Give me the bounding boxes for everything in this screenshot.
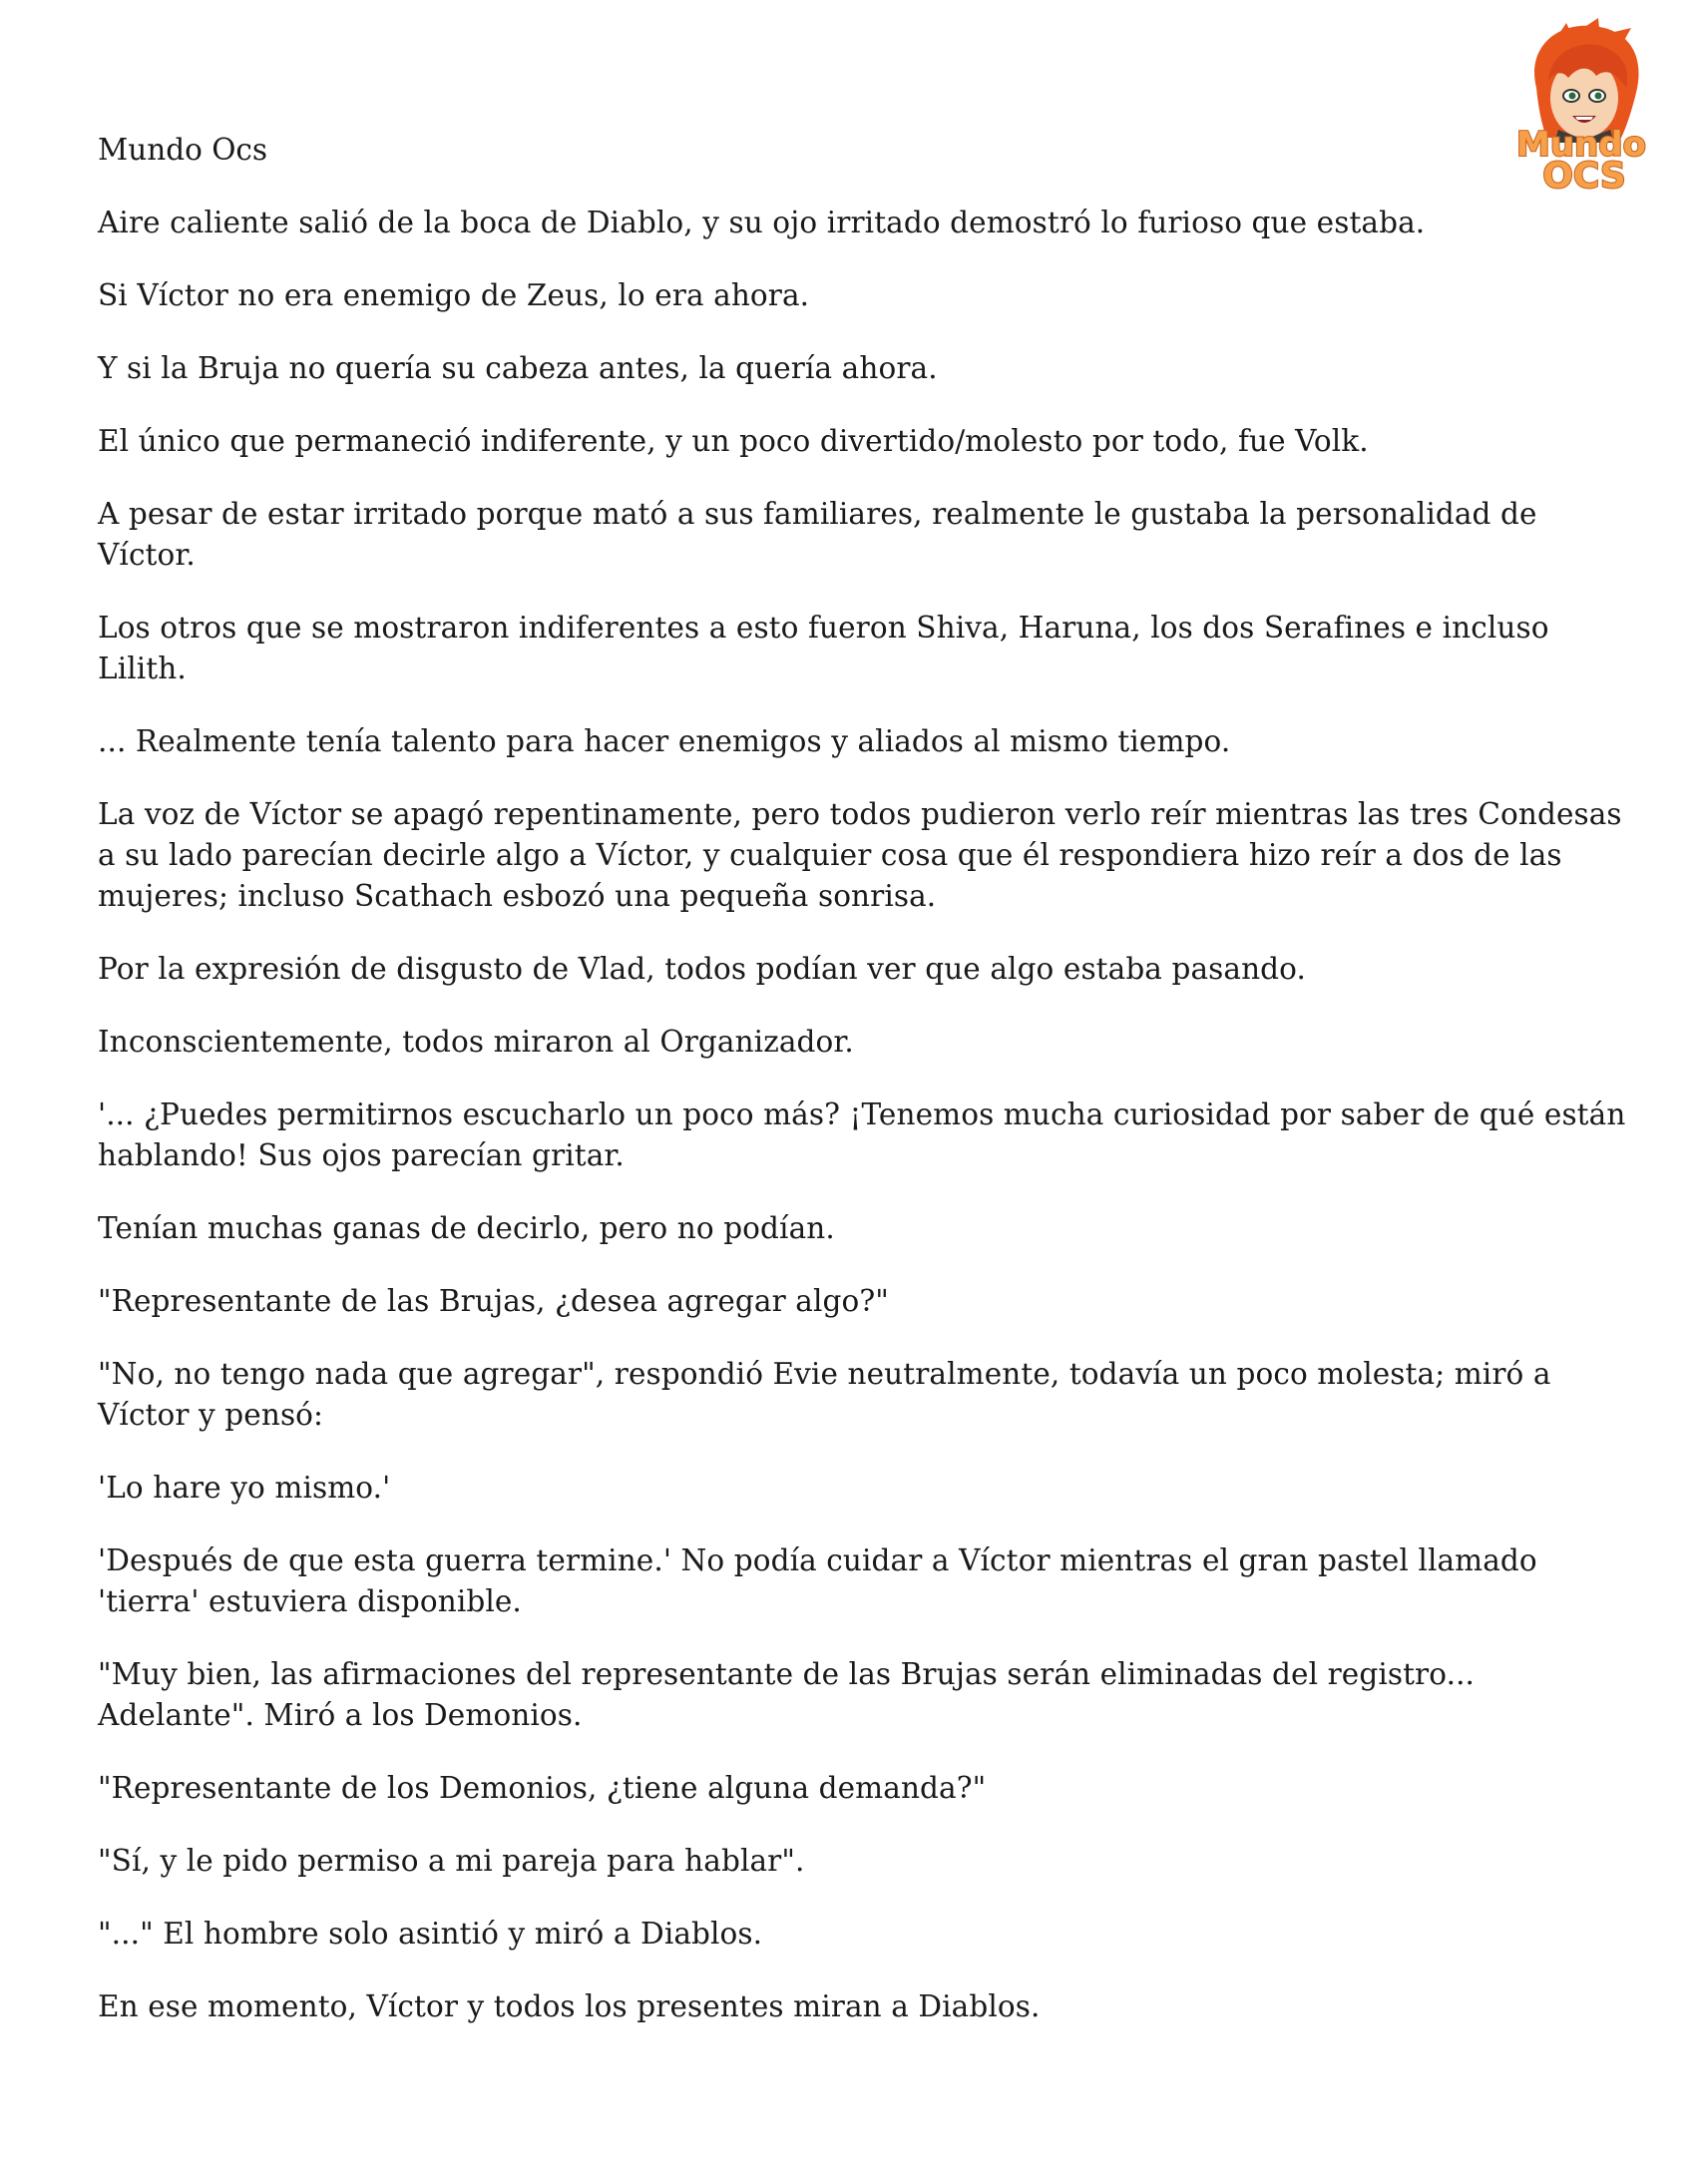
paragraph: ... Realmente tenía talento para hacer enemigos y aliados al mismo tiempo. [98,724,1231,758]
paragraph: "Representante de los Demonios, ¿tiene alguna demanda?" [98,1771,987,1805]
svg-text:Mundo: Mundo [1516,125,1646,165]
paragraph: Tenían muchas ganas de decirlo, pero no podían. [98,1211,835,1245]
paragraph: Y si la Bruja no quería su cabeza antes, la quería ahora. [98,351,938,385]
paragraph: Los otros que se mostraron indiferentes a esto fueron Shiva, Haruna, los dos Serafines e incluso Lilith. [98,611,1549,685]
paragraph: El único que permaneció indiferente, y un poco divertido/molesto por todo, fue Volk. [98,424,1369,458]
paragraph: La voz de Víctor se apagó repentinamente, pero todos pudieron verlo reír mientras las tres Condesas a su lado parecían decirle algo a Víctor, y cualquier cosa que él respondiera hizo reír a dos de las mujeres; incluso Scathach esbozó una pequeña sonrisa. [98,797,1622,913]
paragraph: Por la expresión de disgusto de Vlad, todos podían ver que algo estaba pasando. [98,952,1306,986]
paragraph: 'Lo hare yo mismo.' [98,1471,391,1505]
paragraph: "Muy bien, las afirmaciones del representante de las Brujas serán eliminadas del registro... Adelante". Miró a los Demonios. [98,1657,1476,1732]
document-body [98,130,1634,2059]
paragraph: A pesar de estar irritado porque mató a sus familiares, realmente le gustaba la personalidad de Víctor. [98,497,1537,572]
paragraph: "Representante de las Brujas, ¿desea agregar algo?" [98,1284,889,1318]
paragraph: "No, no tengo nada que agregar", respondió Evie neutralmente, todavía un poco molesta; miró a Víctor y pensó: [98,1357,1551,1432]
paragraph: Si Víctor no era enemigo de Zeus, lo era ahora. [98,278,810,312]
paragraph: Inconscientemente, todos miraron al Organizador. [98,1025,854,1059]
paragraph: "..." El hombre solo asintió y miró a Diablos. [98,1917,763,1951]
paragraph: Aire caliente salió de la boca de Diablo, y su ojo irritado demostró lo furioso que estaba. [98,206,1426,239]
document-title: Mundo Ocs [98,133,268,167]
paragraph: '... ¿Puedes permitirnos escucharlo un poco más? ¡Tenemos mucha curiosidad por saber de qué están hablando! Sus ojos parecían gritar. [98,1097,1626,1172]
paragraph: En ese momento, Víctor y todos los presentes miran a Diablos. [98,1989,1041,2023]
paragraph: "Sí, y le pido permiso a mi pareja para hablar". [98,1844,805,1878]
svg-text:OCS: OCS [1542,156,1626,193]
paragraph: 'Después de que esta guerra termine.' No podía cuidar a Víctor mientras el gran pastel llamado 'tierra' estuviera disponible. [98,1543,1537,1618]
